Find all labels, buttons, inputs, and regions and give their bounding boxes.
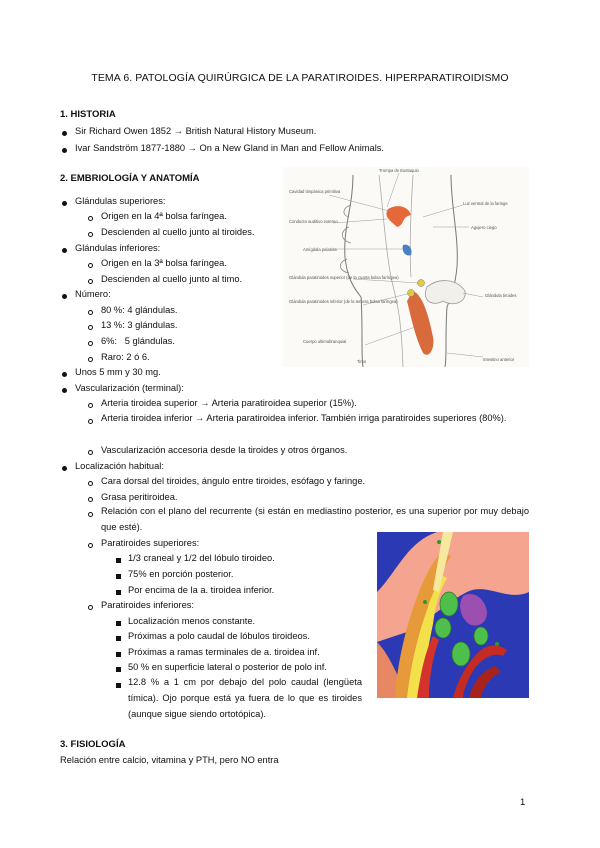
embryology-diagram [283, 167, 529, 367]
list-item: Origen en la 4ª bolsa faríngea. [101, 211, 227, 221]
list-item: 13 %: 3 glándulas. [101, 320, 178, 330]
list-item: Vascularización (terminal): [75, 383, 184, 393]
diagram-label: Glándula tiroides [485, 293, 517, 298]
list-item: Descienden al cuello junto al tiroides. [101, 227, 255, 237]
diagram-label: Timo [357, 359, 367, 364]
list-item: Grasa peritiroidea. [101, 492, 178, 502]
list-item: 75% en porción posterior. [128, 569, 234, 579]
bullet [116, 636, 121, 641]
bullet [62, 248, 67, 253]
bullet [88, 605, 93, 610]
bullet [116, 652, 121, 657]
diagram-label: Trompa de Eustaquio [379, 168, 419, 173]
diagram-label: Luz ventral de la faringe [463, 201, 508, 206]
list-item: Por encima de la a. tiroidea inferior. [128, 585, 275, 595]
bullet [116, 621, 121, 626]
bullet [116, 667, 121, 672]
bullet [62, 466, 67, 471]
list-item: Cara dorsal del tiroides, ángulo entre tiroides, esófago y faringe. [101, 476, 366, 486]
list-item: Unos 5 mm y 30 mg. [75, 367, 161, 377]
list-item: Glándulas superiores: [75, 196, 166, 206]
list-item: Arteria tiroidea inferior → Arteria paratiroidea inferior. También irriga paratiroides superiores (80%). [101, 413, 507, 423]
bullet [62, 201, 67, 206]
list-item: 1/3 craneal y 1/2 del lóbulo tiroideo. [128, 553, 275, 563]
page-number: 1 [520, 797, 526, 808]
list-item: Descienden al cuello junto al timo. [101, 274, 243, 284]
bullet [88, 310, 93, 315]
list-item: Origen en la 3ª bolsa faríngea. [101, 258, 227, 268]
section-heading-embriologia: 2. EMBRIOLOGÍA Y ANATOMÍA [60, 173, 200, 184]
anatomy-illustration [377, 532, 529, 698]
section-heading-fisiologia: 3. FISIOLOGÍA [60, 739, 126, 750]
bullet [116, 683, 121, 688]
list-item: Glándulas inferiores: [75, 243, 161, 253]
list-item: 80 %: 4 glándulas. [101, 305, 178, 315]
paragraph: Relación entre calcio, vitamina y PTH, pero NO entra [60, 755, 279, 765]
bullet [116, 590, 121, 595]
diagram-label: Glándula paratiroides inferior (de la tercera bolsa faríngea) [289, 299, 398, 304]
list-item: Localización habitual: [75, 461, 164, 471]
list-item: Próximas a ramas terminales de a. tiroidea inf. [128, 647, 320, 657]
bullet [62, 294, 67, 299]
bullet [88, 263, 93, 268]
bullet [88, 325, 93, 330]
diagram-label: Glándula paratiroides superior (de la cuarta bolsa faríngea) [289, 275, 399, 280]
bullet [88, 419, 93, 424]
diagram-label: Agujero ciego [471, 225, 497, 230]
diagram-label: Cavidad timpánica primitiva [289, 189, 341, 194]
bullet [116, 574, 121, 579]
diagram-label: Amígdala palatina [303, 247, 337, 252]
list-item: Sir Richard Owen 1852 → British Natural History Museum. [75, 126, 317, 136]
bullet [88, 512, 93, 517]
section-heading-historia: 1. HISTORIA [60, 109, 116, 120]
list-item: Relación con el plano del recurrente (si están en mediastino posterior, es una superior por muy debajo que esté). [101, 506, 529, 532]
bullet [62, 388, 67, 393]
bullet [116, 558, 121, 563]
bullet [88, 481, 93, 486]
bullet [88, 216, 93, 221]
bullet [62, 148, 67, 153]
diagram-label: Cuerpo ultimobranquial [303, 339, 347, 344]
list-item: Raro: 2 ó 6. [101, 352, 150, 362]
bullet [88, 497, 93, 502]
bullet [88, 450, 93, 455]
bullet [88, 232, 93, 237]
bullet [88, 543, 93, 548]
page-title: TEMA 6. PATOLOGÍA QUIRÚRGICA DE LA PARATIROIDES. HIPERPARATIROIDISMO [91, 72, 509, 84]
list-item: Vascularización accesoria desde la tiroides y otros órganos. [101, 445, 348, 455]
bullet [62, 131, 67, 136]
list-item: Ivar Sandström 1877-1880 → On a New Gland in Man and Fellow Animals. [75, 143, 385, 153]
list-item: 12.8 % a 1 cm por debajo del polo caudal (lengüeta tímica). Ojo porque está ya fuera de lo que es tiroides (aunque sigue siendo ortotópica). [128, 677, 362, 719]
list-item: Localización menos constante. [128, 616, 256, 626]
list-item: Paratiroides inferiores: [101, 600, 195, 610]
list-item: Número: [75, 289, 111, 299]
list-item: 6%: 5 glándulas. [101, 336, 175, 346]
list-item: 50 % en superficie lateral o posterior de polo inf. [128, 662, 327, 672]
list-item: Arteria tiroidea superior → Arteria paratiroidea superior (15%). [101, 398, 357, 408]
bullet [62, 372, 67, 377]
diagram-label: Conducto auditivo externo [289, 219, 338, 224]
bullet [88, 403, 93, 408]
bullet [88, 357, 93, 362]
diagram-label: Intestino anterior [483, 357, 515, 362]
bullet [88, 341, 93, 346]
list-item: Paratiroides superiores: [101, 538, 200, 548]
list-item: Próximas a polo caudal de lóbulos tiroideos. [128, 631, 310, 641]
bullet [88, 279, 93, 284]
